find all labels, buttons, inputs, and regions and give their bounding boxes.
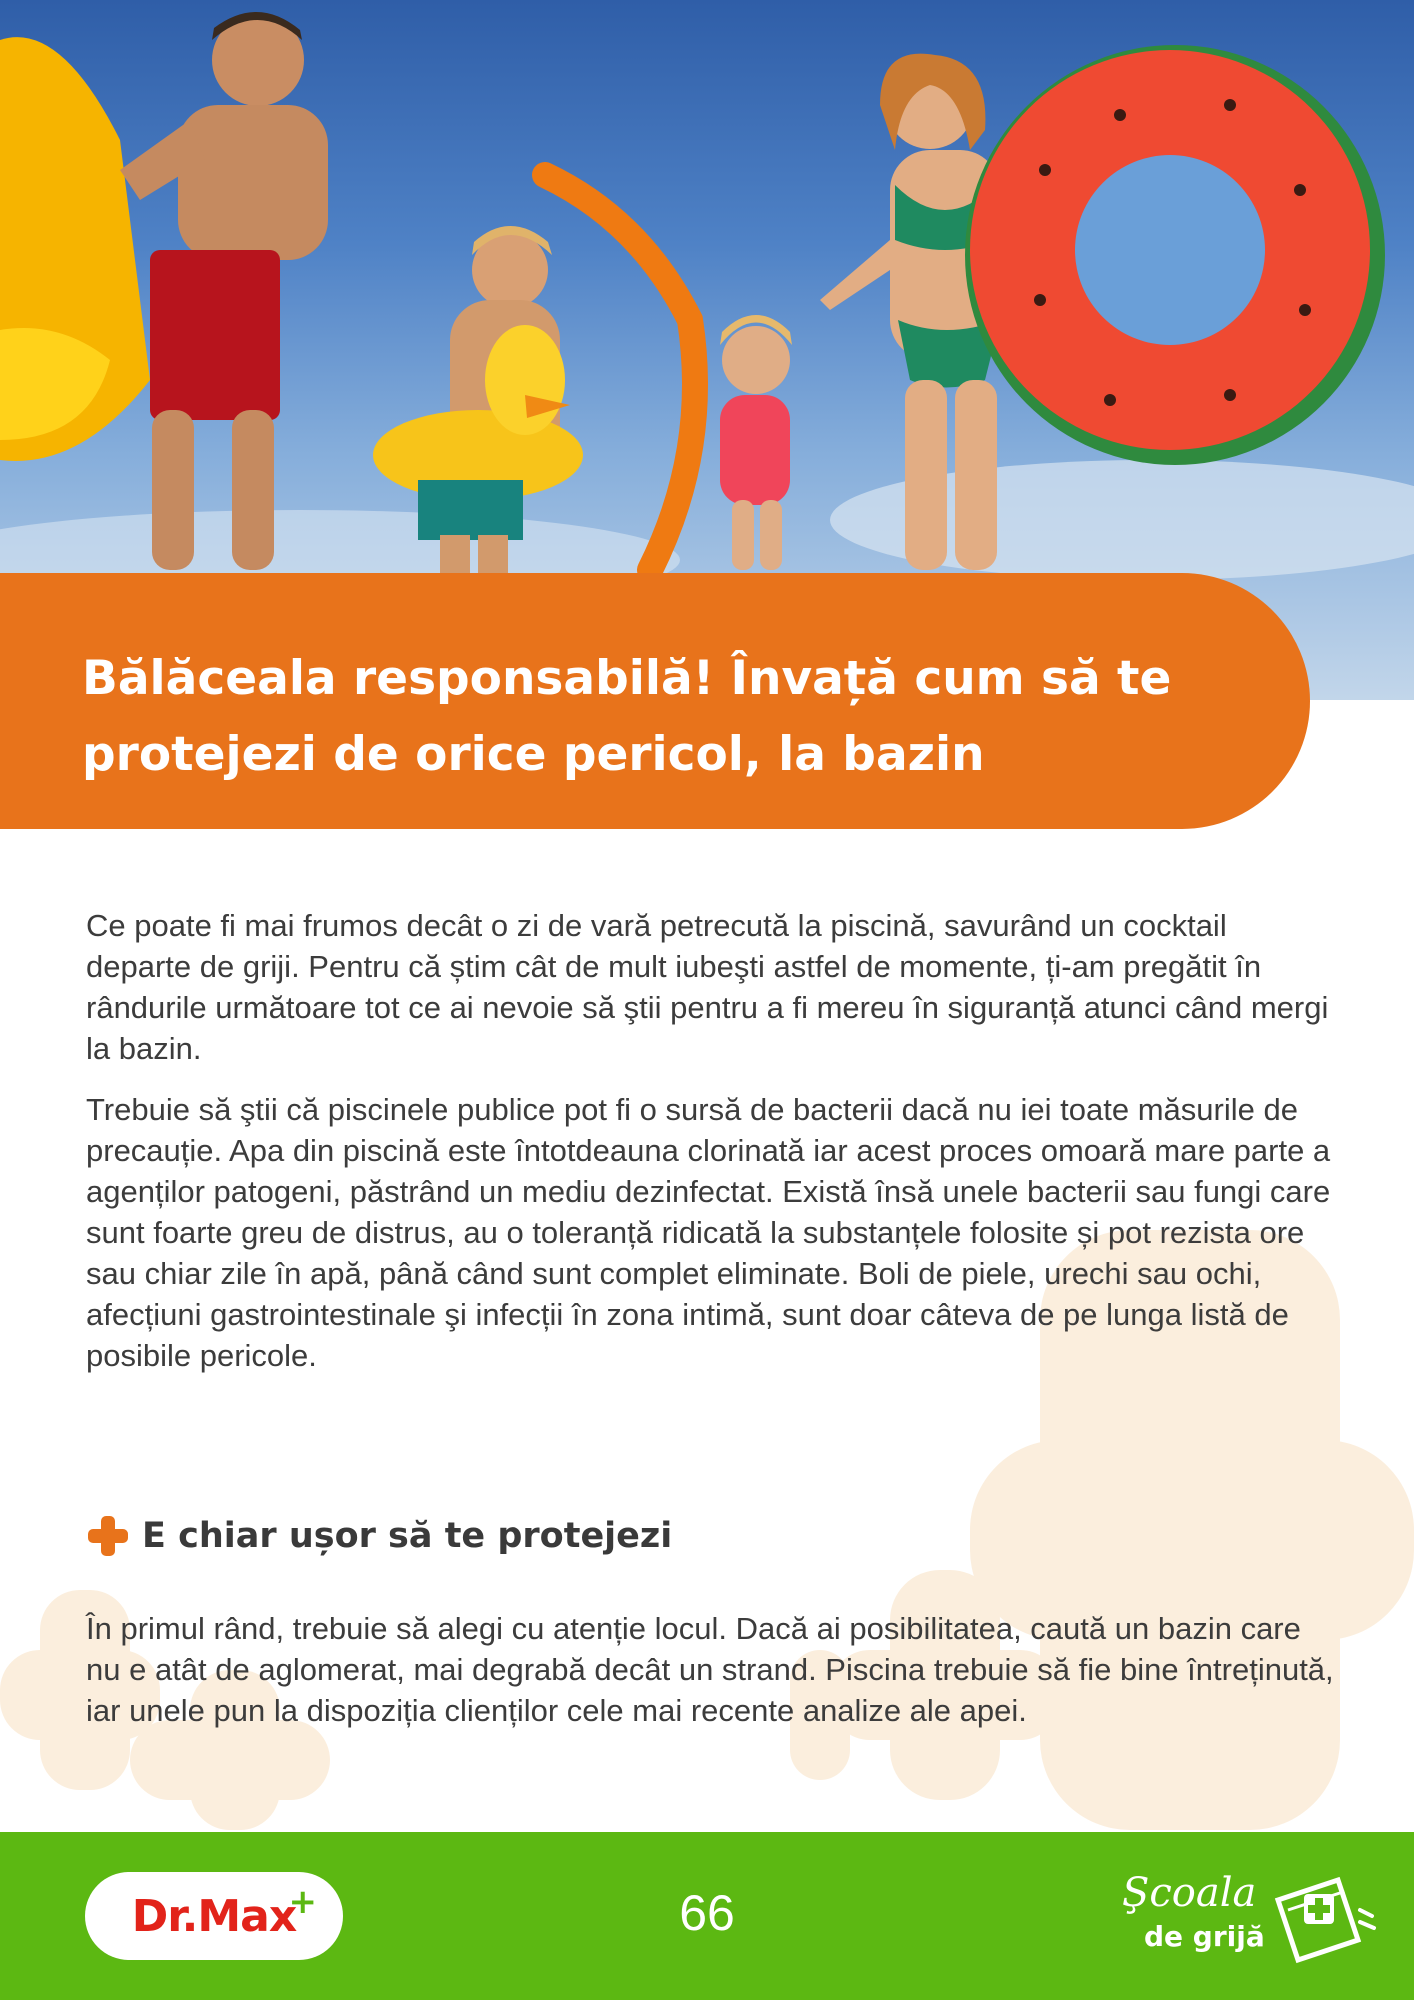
- school-notebook-icon: [1268, 1870, 1378, 1970]
- protection-paragraph: În primul rând, trebuie să alegi cu atenție locul. Dacă ai posibilitatea, caută un bazin care nu e atât de aglomerat, mai degrabă decât un strand. Piscina trebuie să fie bine întreținută, iar unele pun la dispoziția clienților cele mai recente analize ale apei.: [86, 1611, 1334, 1728]
- title-banner: [0, 573, 1310, 829]
- subheading: E chiar ușor să te protejezi: [142, 1516, 673, 1556]
- intro-paragraph: Ce poate fi mai frumos decât o zi de vară petrecută la piscină, savurând un cocktail departe de griji. Pentru că știm cât de mult iubeşti astfel de momente, ți-am pregătit în rândurile următoare tot ce ai nevoie să ştii pentru a fi mereu în siguranță atunci când mergi la bazin.: [86, 908, 1329, 1066]
- logo-plus: +: [288, 1882, 317, 1922]
- logo-text: Dr.Max: [131, 1890, 297, 1942]
- page-title: Bălăceala responsabilă! Învață cum să te protejezi de orice pericol, la bazin: [82, 651, 1172, 782]
- article-body: [86, 905, 1336, 1396]
- plus-icon: [86, 1514, 130, 1558]
- brand-line-1: Şcoala: [1122, 1870, 1257, 1916]
- page-number: 66: [679, 1885, 735, 1941]
- scoala-de-grija-logo: [1118, 1870, 1378, 1970]
- footer: [0, 1832, 1414, 2000]
- bacteria-paragraph: Trebuie să ştii că piscinele publice pot fi o sursă de bacterii dacă nu iei toate măsurile de precauție. Apa din piscină este întotdeauna clorinată iar acest proces omoară mare parte a agenților patogeni, păstrând un mediu dezinfectat. Există însă unele bacterii sau fungi care sunt foarte greu de distrus, au o toleranță ridicată la substanțele folosite și pot rezista ore sau chiar zile în apă, până când sunt complet eliminate. Boli de piele, urechi sau ochi, afecțiuni gastrointestinale şi infecții în zona intimă, sunt doar câteva de pe lunga listă de posibile pericole.: [86, 1092, 1331, 1373]
- brand-line-2: de grijă: [1144, 1920, 1265, 1953]
- section-heading: [86, 1508, 672, 1564]
